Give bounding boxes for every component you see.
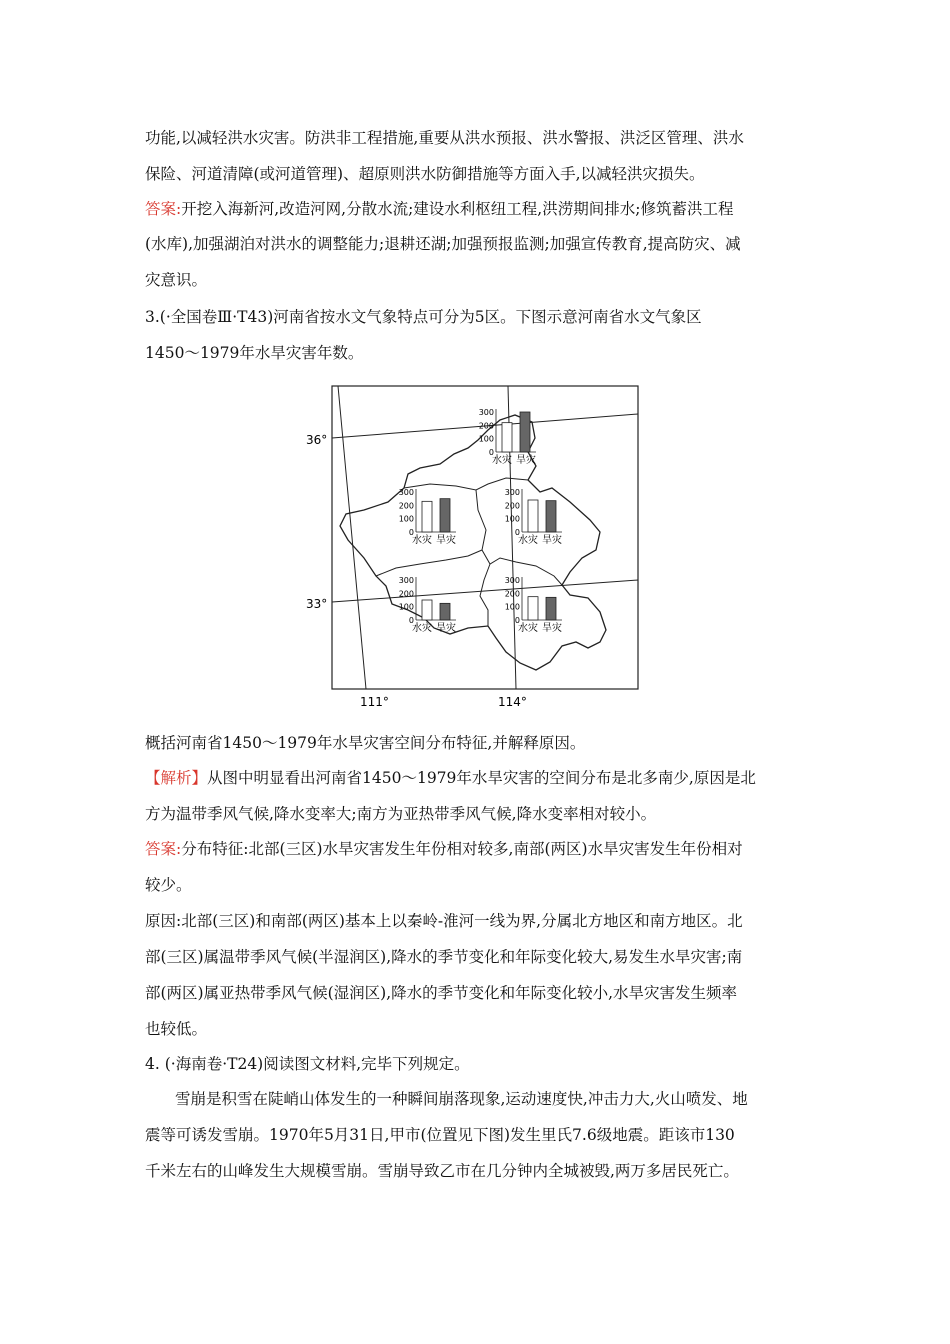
bar-tick-label: 100	[504, 602, 520, 612]
analysis-label: 【解析】	[145, 769, 208, 787]
line-1: 功能,以减轻洪水灾害。防洪非工程措施,重要从洪水预报、洪水警报、洪泛区管理、洪水	[145, 129, 744, 147]
bar-tick-label: 300	[398, 488, 414, 497]
question-3-line-2: 1450～1979年水旱灾害年数。	[145, 344, 364, 362]
bar-tick-label: 200	[504, 501, 520, 511]
lat-label-33: 33°	[306, 597, 328, 611]
bar-category-label: 旱灾	[436, 623, 456, 634]
henan-outline	[340, 415, 606, 670]
bar-tick-label: 200	[504, 589, 520, 599]
bar-tick-label: 100	[398, 602, 414, 612]
bar-tick-label: 200	[398, 501, 414, 511]
flood-bar	[422, 501, 432, 532]
question-3-prompt: 概括河南省1450～1979年水旱灾害空间分布特征,并解释原因。	[145, 734, 586, 752]
henan-map-figure	[300, 380, 640, 710]
reason-line-2: 部(三区)属温带季风气候(半湿润区),降水的季节变化和年际变化较大,易发生水旱灾害;南	[145, 948, 743, 966]
question-4-para-2: 震等可诱发雪崩。1970年5月31日,甲市(位置见下图)发生里氏7.6级地震。距该市130	[145, 1126, 735, 1144]
bar-tick-label: 200	[478, 421, 494, 431]
question-4-para-3: 千米左右的山峰发生大规模雪崩。雪崩导致乙市在几分钟内全城被毁,两万多居民死亡。	[145, 1162, 739, 1180]
flood-bar	[502, 423, 512, 452]
bar-tick-label: 100	[478, 434, 494, 444]
bar-tick-label: 300	[504, 576, 520, 585]
flood-bar	[528, 597, 538, 620]
lon-label-114: 114°	[498, 695, 527, 709]
answer-2-line-2: 较少。	[145, 876, 192, 894]
answer-label: 答案:	[145, 200, 182, 218]
analysis-line-1	[145, 768, 815, 788]
drought-bar	[546, 597, 556, 620]
answer-2-text: 分布特征:北部(三区)水旱灾害发生年份相对较多,南部(两区)水旱灾害发生年份相对	[181, 840, 743, 858]
question-4-para-1: 雪崩是积雪在陡峭山体发生的一种瞬间崩落现象,运动速度快,冲击力大,火山喷发、地	[175, 1090, 748, 1108]
drought-bar	[440, 603, 450, 620]
map-svg	[300, 380, 640, 710]
answer-2-line-1	[145, 839, 815, 859]
answer-text: 开挖入海新河,改造河网,分散水流;建设水利枢纽工程,洪涝期间排水;修筑蓄洪工程	[181, 200, 734, 218]
bar-tick-label: 0	[514, 528, 520, 537]
bar-category-label: 旱灾	[436, 535, 456, 546]
lat-33-line	[332, 580, 638, 602]
line-2: 保险、河道清障(或河道管理)、超原则洪水防御措施等方面入手,以减轻洪灾损失。	[145, 165, 705, 183]
reason-line-3: 部(两区)属亚热带季风气候(湿润区),降水的季节变化和年际变化较小,水旱灾害发生频率	[145, 984, 738, 1002]
bar-chart-north	[479, 408, 536, 466]
line-4: (水库),加强湖泊对洪水的调整能力;退耕还湖;加强预报监测;加强宣传教育,提高防灾、减	[145, 235, 741, 253]
bar-tick-label: 0	[408, 616, 414, 625]
bar-tick-label: 300	[478, 408, 494, 417]
drought-bar	[546, 501, 556, 532]
bar-category-label: 旱灾	[542, 535, 562, 546]
bar-tick-label: 100	[504, 514, 520, 524]
drought-bar	[520, 412, 530, 452]
bar-tick-label: 300	[504, 488, 520, 497]
analysis-line-2: 方为温带季风气候,降水变率大;南方为亚热带季风气候,降水变率相对较小。	[145, 805, 657, 823]
bar-category-label: 水灾	[412, 623, 432, 634]
question-3-line-1: 3.(·全国卷Ⅲ·T43)河南省按水文气象特点可分为5区。下图示意河南省水文气象区	[145, 308, 702, 326]
flood-bar	[422, 600, 432, 620]
bar-category-label: 水灾	[518, 535, 538, 546]
boundary-south-west	[376, 550, 482, 576]
bar-tick-label: 0	[514, 616, 520, 625]
flood-bar	[528, 500, 538, 532]
answer-1-line-1	[145, 199, 815, 219]
bar-category-label: 水灾	[412, 535, 432, 546]
bar-tick-label: 300	[398, 576, 414, 585]
answer-label-2: 答案:	[145, 840, 182, 858]
lat-label-36: 36°	[306, 433, 328, 447]
boundary-south	[480, 564, 490, 626]
bar-chart-southwest	[399, 576, 456, 634]
bar-chart-west	[399, 488, 456, 546]
analysis-text: 从图中明显看出河南省1450～1979年水旱灾害的空间分布是北多南少,原因是北	[207, 769, 756, 787]
line-5: 灾意识。	[145, 271, 208, 289]
bar-chart-southeast	[505, 576, 562, 634]
bar-tick-label: 200	[398, 589, 414, 599]
question-4-title: 4. (·海南卷·T24)阅读图文材料,完毕下列规定。	[145, 1055, 470, 1073]
bar-tick-label: 0	[488, 448, 494, 457]
bar-tick-label: 0	[408, 528, 414, 537]
reason-line-1: 原因:北部(三区)和南部(两区)基本上以秦岭-淮河一线为界,分属北方地区和南方地区。北	[145, 912, 743, 930]
reason-line-4: 也较低。	[145, 1020, 208, 1038]
bar-category-label: 水灾	[518, 623, 538, 634]
drought-bar	[440, 499, 450, 532]
lon-111-line	[338, 386, 366, 689]
bar-category-label: 旱灾	[542, 623, 562, 634]
bar-chart-east	[505, 488, 562, 546]
bar-category-label: 水灾	[492, 455, 512, 466]
lon-label-111: 111°	[360, 695, 389, 709]
bar-category-label: 旱灾	[516, 455, 536, 466]
bar-tick-label: 100	[398, 514, 414, 524]
